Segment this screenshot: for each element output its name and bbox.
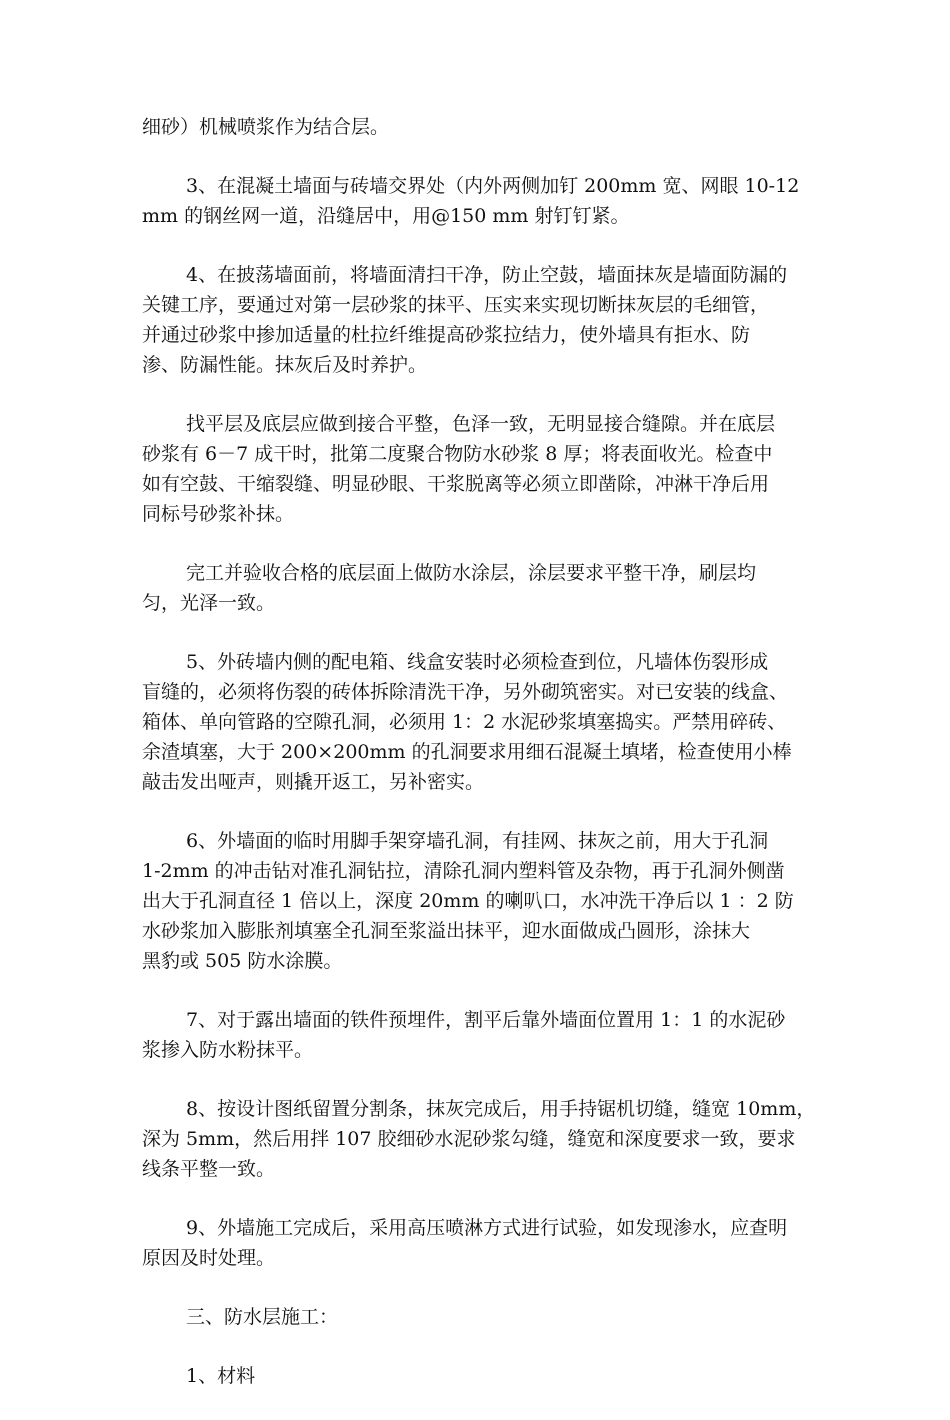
paragraph-line: 线条平整一致。 [142,1158,276,1180]
paragraph-line: 9、外墙施工完成后，采用高压喷淋方式进行试验，如发现渗水，应查明 [186,1217,788,1239]
document-body [142,112,816,1420]
paragraph [142,1213,810,1273]
paragraph-line: 7、对于露出墙面的铁件预埋件，割平后靠外墙面位置用 1：1 的水泥砂 [186,1009,786,1031]
paragraph [142,112,810,142]
paragraph-line: 找平层及底层应做到接合平整，色泽一致，无明显接合缝隙。并在底层 [186,413,776,435]
paragraph-line: 同标号砂浆补抹。 [142,503,295,525]
paragraph-line: 砂浆有 6－7 成干时，批第二度聚合物防水砂浆 8 厚；将表面收光。检查中 [142,443,773,465]
paragraph [142,826,810,976]
paragraph-line: 并通过砂浆中掺加适量的杜拉纤维提高砂浆拉结力，使外墙具有拒水、防 [142,324,751,346]
paragraph-line: 8、按设计图纸留置分割条，抹灰完成后，用手持锯机切缝，缝宽 10mm， [186,1098,816,1120]
paragraph [142,260,810,380]
paragraph-line: 匀，光泽一致。 [142,592,276,614]
paragraph [142,1094,816,1184]
paragraph-line: 黑豹或 505 防水涂膜。 [142,950,343,972]
paragraph [142,1005,810,1065]
paragraph-line: 出大于孔洞直径 1 倍以上，深度 20mm 的喇叭口，水冲洗干净后以 1 ：2 防 [142,890,794,912]
paragraph [142,409,810,529]
paragraph [142,1361,810,1391]
paragraph-line: 4、在披荡墙面前，将墙面清扫干净，防止空鼓，墙面抹灰是墙面防漏的 [186,264,788,286]
paragraph-line: 余渣填塞，大于 200×200mm 的孔洞要求用细石混凝土填堵，检查使用小棒 [142,741,792,763]
paragraph-line: 三、防水层施工： [186,1306,339,1328]
paragraph-line: 敲击发出哑声，则撬开返工，另补密实。 [142,771,485,793]
paragraph-line: 3、在混凝土墙面与砖墙交界处（内外两侧加钉 200mm 宽、网眼 10-12 [186,175,800,197]
paragraph-line: 完工并验收合格的底层面上做防水涂层，涂层要求平整干净，刷层均 [186,562,757,584]
paragraph-line: 1、材料 [186,1365,256,1387]
paragraph-line: 5、外砖墙内侧的配电箱、线盒安装时必须检查到位，凡墙体伤裂形成 [186,651,769,673]
paragraph-line: 1-2mm 的冲击钻对准孔洞钻拉，清除孔洞内塑料管及杂物，再于孔洞外侧凿 [142,860,785,882]
paragraph-line: 细砂）机械喷浆作为结合层。 [142,116,390,138]
paragraph-line: 浆掺入防水粉抹平。 [142,1039,314,1061]
paragraph-line: 6、外墙面的临时用脚手架穿墙孔洞，有挂网、抹灰之前，用大于孔洞 [186,830,769,852]
paragraph [142,647,810,797]
paragraph [142,1302,810,1332]
paragraph-line: 渗、防漏性能。抹灰后及时养护。 [142,354,428,376]
paragraph-line: 水砂浆加入膨胀剂填塞全孔洞至浆溢出抹平，迎水面做成凸圆形，涂抹大 [142,920,751,942]
paragraph-line: 原因及时处理。 [142,1247,276,1269]
paragraph-line: mm 的钢丝网一道，沿缝居中，用@150 mm 射钉钉紧。 [142,205,630,227]
paragraph-line: 深为 5mm，然后用拌 107 胶细砂水泥砂浆勾缝，缝宽和深度要求一致，要求 [142,1128,796,1150]
paragraph-line: 盲缝的，必须将伤裂的砖体拆除清洗干净，另外砌筑密实。对已安装的线盒、 [142,681,789,703]
paragraph-line: 关键工序，要通过对第一层砂浆的抹平、压实来实现切断抹灰层的毛细管， [142,294,770,316]
paragraph-line: 箱体、单向管路的空隙孔洞，必须用 1：2 水泥砂浆填塞捣实。严禁用碎砖、 [142,711,787,733]
paragraph [142,171,810,231]
paragraph-line: 如有空鼓、干缩裂缝、明显砂眼、干浆脱离等必须立即凿除，冲淋干净后用 [142,473,770,495]
paragraph [142,558,810,618]
